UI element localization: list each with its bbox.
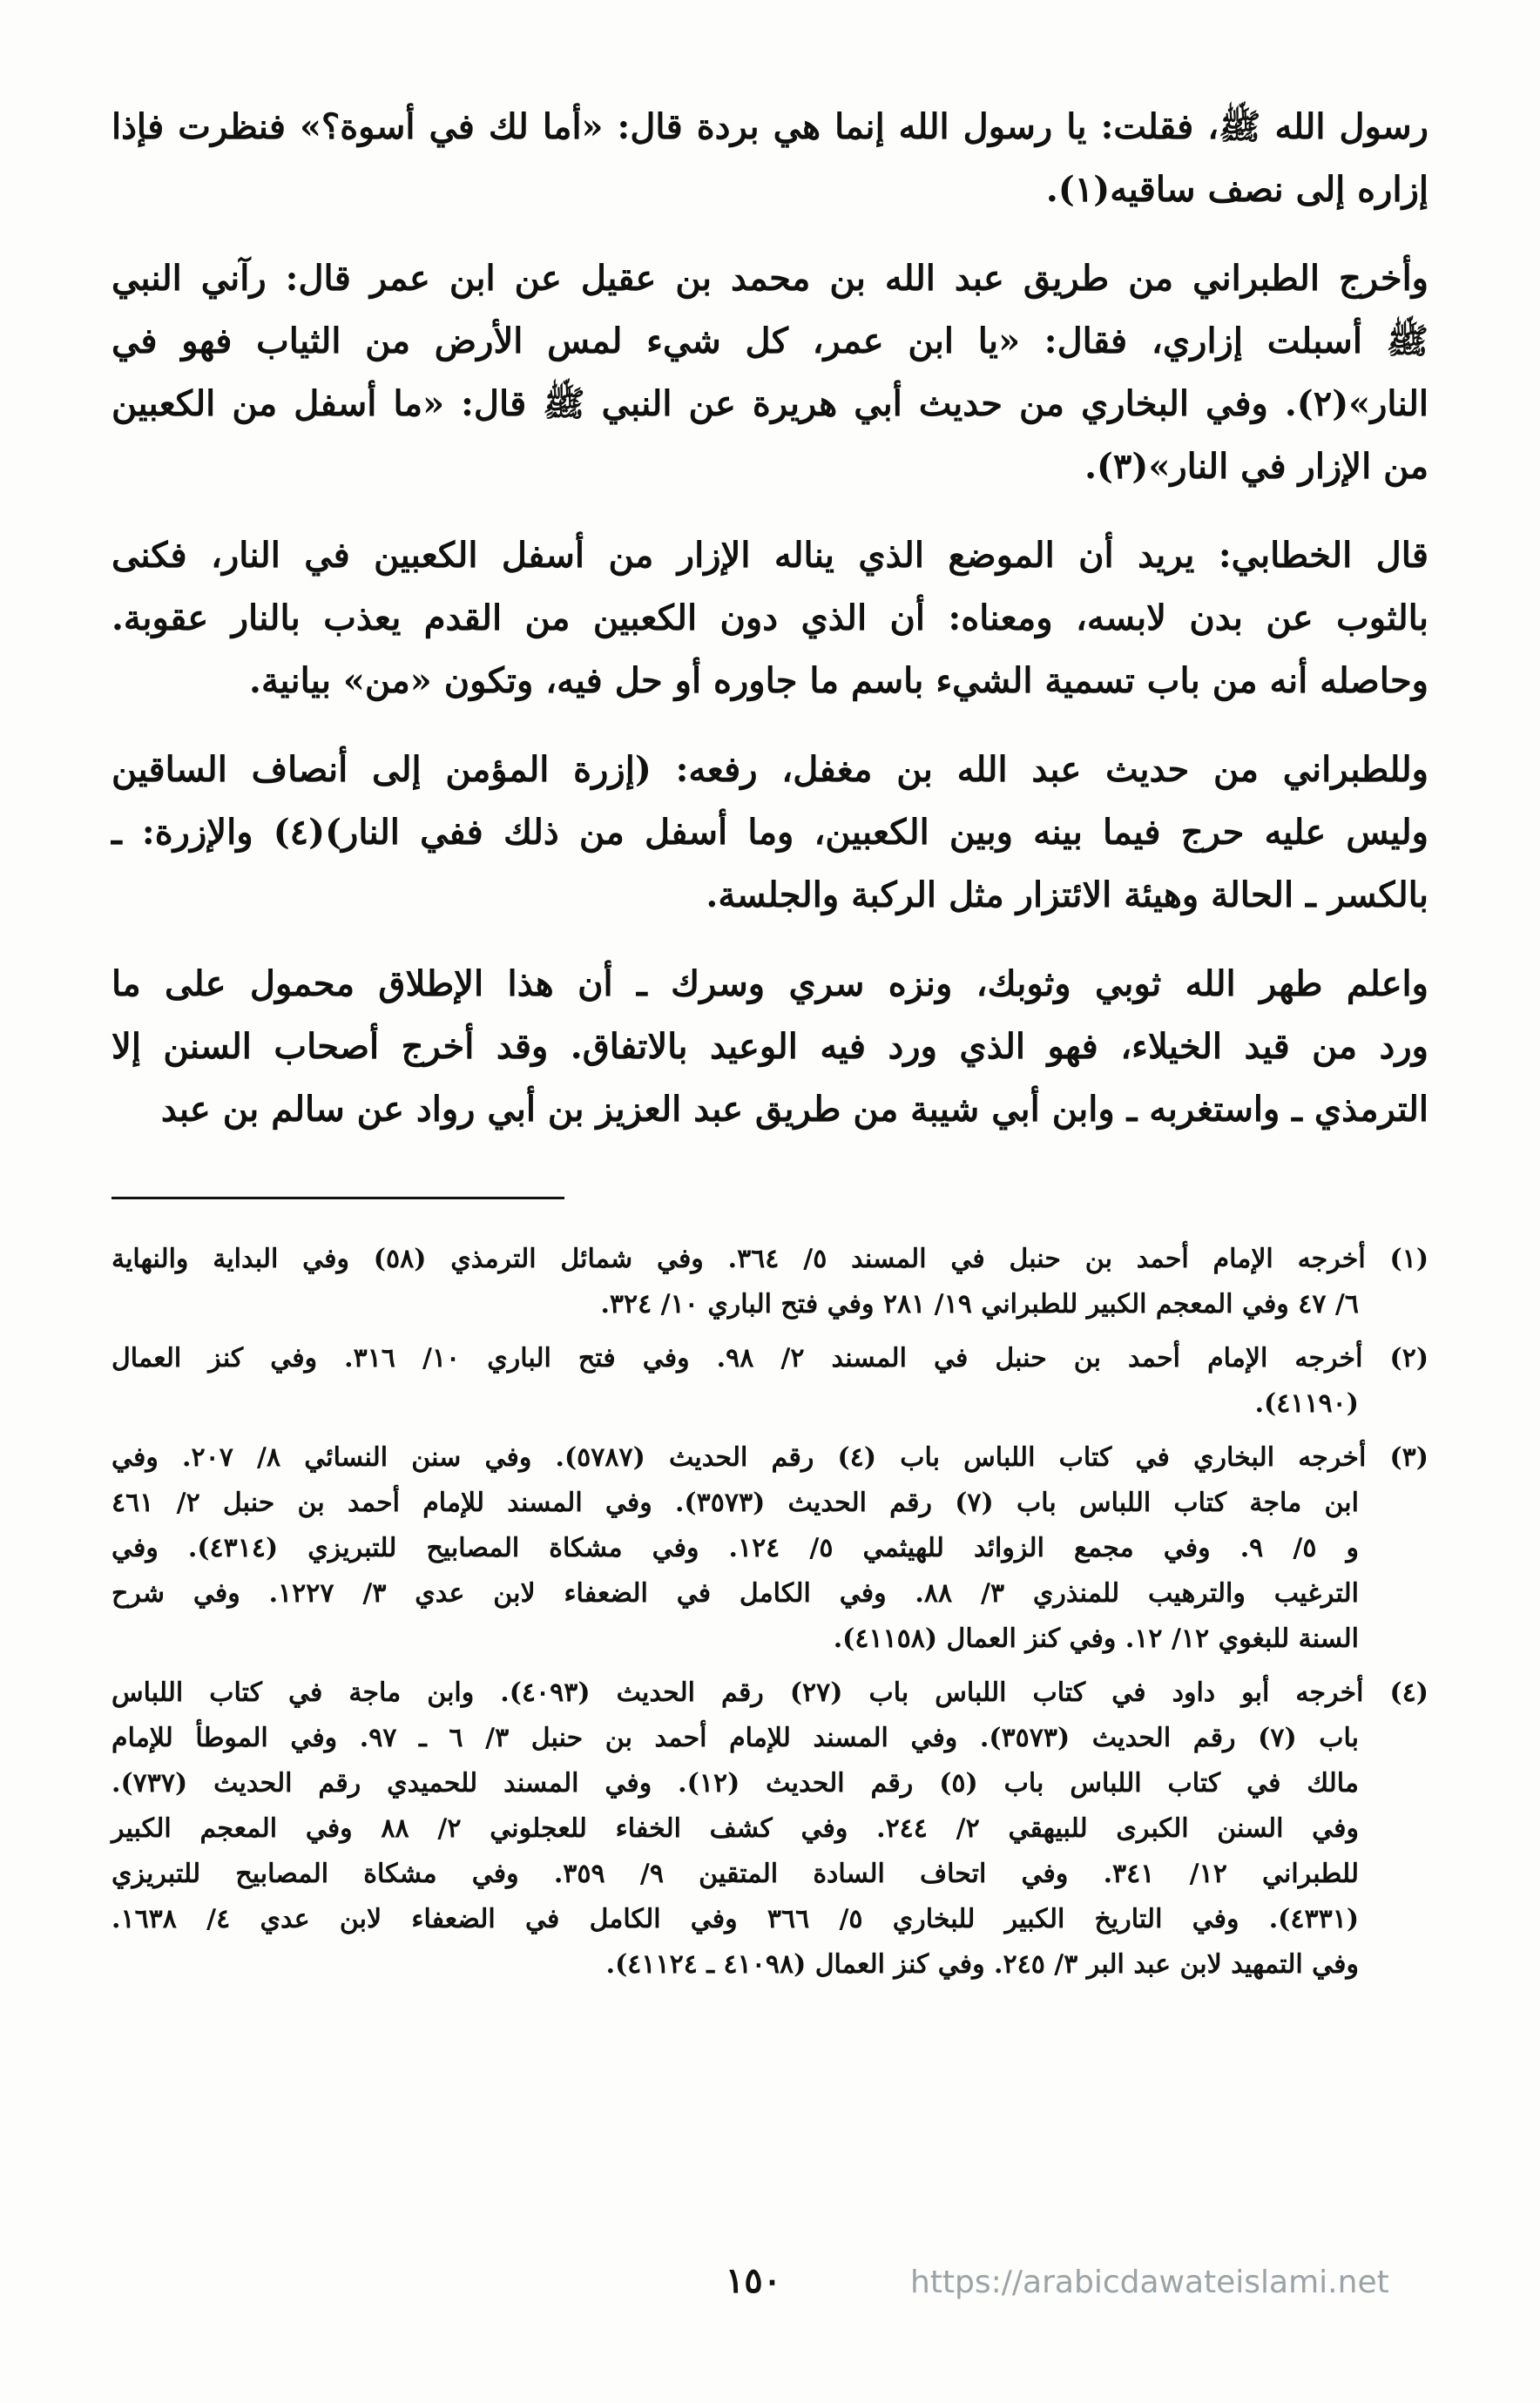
footnote-line: (١) أخرجه الإمام أحمد بن حنبل في المسند ٥/ ٣٦٤. وفي شمائل الترمذي (٥٨) وفي البداية والنهاية: [111, 1244, 1429, 1274]
footnote-line: وفي السنن الكبرى للبيهقي ٢/ ٢٤٤. وفي كشف الخفاء للعجلوني ٢/ ٨٨ وفي المعجم الكبير: [111, 1813, 1360, 1844]
text-line: قال الخطابي: يريد أن الموضع الذي يناله الإزار من أسفل الكعبين في النار، فكنى: [111, 535, 1429, 576]
text-line: وأخرج الطبراني من طريق عبد الله بن محمد بن عقيل عن ابن عمر قال: رآني النبي: [111, 258, 1429, 299]
text-line: إزاره إلى نصف ساقيه(١).: [1045, 169, 1429, 210]
text-line: وليس عليه حرج فيما بينه وبين الكعبين، وما أسفل من ذلك ففي النار)(٤) والإزرة: ـ: [111, 812, 1429, 853]
footnote: [111, 1435, 1429, 1662]
paragraph: [111, 247, 1429, 498]
footnote-line: ٦/ ٤٧ وفي المعجم الكبير للطبراني ١٩/ ٢٨١ وفي فتح الباري ١٠/ ٣٢٤.: [600, 1289, 1359, 1320]
text-line: ﷺ أسبلت إزاري، فقال: «يا ابن عمر، كل شيء لمس الأرض من الثياب فهو في: [111, 321, 1429, 361]
text-line: بالكسر ـ الحالة وهيئة الائتزار مثل الركبة والجلسة.: [706, 874, 1429, 915]
paragraph: [111, 739, 1429, 927]
text-line: النار»(٢). وفي البخاري من حديث أبي هريرة عن النبي ﷺ قال: «ما أسفل من الكعبين: [111, 383, 1429, 424]
footnote-line: للطبراني ١٢/ ٣٤١. وفي اتحاف السادة المتقين ٩/ ٣٥٩. وفي مشكاة المصابيح للتبريزي: [111, 1859, 1360, 1889]
page-number: ١٥٠: [725, 2260, 782, 2301]
paragraph: [111, 524, 1429, 712]
watermark-url: https://arabicdawateislami.net: [910, 2265, 1389, 2300]
text-line: رسول الله ﷺ، فقلت: يا رسول الله إنما هي بردة قال: «أما لك في أسوة؟» فنظرت فإذا: [111, 106, 1429, 147]
footnote-line: (٣) أخرجه البخاري في كتاب اللباس باب (٤) رقم الحديث (٥٧٨٧). وفي سنن النسائي ٨/ ٢٠٧. وفي: [111, 1442, 1429, 1473]
footnote-line: ابن ماجة كتاب اللباس باب (٧) رقم الحديث (٣٥٧٣). وفي المسند للإمام أحمد بن حنبل ٢/ ٤٦١: [111, 1488, 1359, 1518]
footnote-line: (٤١١٩٠).: [1254, 1388, 1359, 1419]
text-line: واعلم طهر الله ثوبي وثوبك، ونزه سري وسرك ـ أن هذا الإطلاق محمول على ما: [111, 963, 1429, 1004]
footnotes: [111, 1237, 1429, 1996]
text-line: وحاصله أنه من باب تسمية الشيء باسم ما جاوره أو حل فيه، وتكون «من» بيانية.: [249, 660, 1429, 701]
footnote: [111, 1336, 1429, 1427]
paragraph: [111, 96, 1429, 221]
footnote-line: (٤) أخرجه أبو داود في كتاب اللباس باب (٢٧) رقم الحديث (٤٠٩٣). وابن ماجة في كتاب اللباس: [111, 1677, 1429, 1708]
footnote-line: (٢) أخرجه الإمام أحمد بن حنبل في المسند ٢/ ٩٨. وفي فتح الباري ١٠/ ٣١٦. وفي كنز العمال: [111, 1343, 1429, 1374]
text-line: الترمذي ـ واستغربه ـ وابن أبي شيبة من طريق عبد العزيز بن أبي رواد عن سالم بن عبد: [160, 1089, 1429, 1130]
text-line: من الإزار في النار»(٣).: [1084, 446, 1429, 487]
footnote-line: و ٥/ ٩. وفي مجمع الزوائد للهيثمي ٥/ ١٢٤. وفي مشكاة المصابيح للتبريزي (٤٣١٤). وفي: [111, 1533, 1359, 1563]
footnote: [111, 1671, 1429, 1988]
footnote-line: وفي التمهيد لابن عبد البر ٣/ ٢٤٥. وفي كنز العمال (٤١٠٩٨ ـ ٤١١٢٤).: [605, 1949, 1359, 1980]
footnote-line: الترغيب والترهيب للمنذري ٣/ ٨٨. وفي الكامل في الضعفاء لابن عدي ٣/ ١٢٢٧. وفي شرح: [111, 1578, 1359, 1609]
footnote: [111, 1237, 1429, 1327]
paragraph: [111, 953, 1429, 1141]
text-line: ورد من قيد الخيلاء، فهو الذي ورد فيه الوعيد بالاتفاق. وقد أخرج أصحاب السنن إلا: [111, 1026, 1429, 1067]
footnote-divider: [111, 1197, 564, 1199]
text-line: وللطبراني من حديث عبد الله بن مغفل، رفعه: (إزرة المؤمن إلى أنصاف الساقين: [111, 749, 1429, 790]
footnote-line: مالك في كتاب اللباس باب (٥) رقم الحديث (١٢). وفي المسند للحميدي رقم الحديث (٧٣٧).: [111, 1768, 1360, 1799]
footnote-line: (٤٣٣١). وفي التاريخ الكبير للبخاري ٥/ ٣٦٦ وفي الكامل في الضعفاء لابن عدي ٤/ ١٦٣٨.: [111, 1904, 1360, 1934]
footnote-line: باب (٧) رقم الحديث (٣٥٧٣). وفي المسند للإمام أحمد بن حنبل ٣/ ٦ ـ ٩٧. وفي الموطأ للإمام: [111, 1723, 1359, 1753]
text-line: بالثوب عن بدن لابسه، ومعناه: أن الذي دون الكعبين من القدم يعذب بالنار عقوبة.: [111, 597, 1429, 638]
footnote-line: السنة للبغوي ١٢/ ١٢. وفي كنز العمال (٤١١٥٨).: [833, 1623, 1359, 1654]
main-text: [111, 96, 1429, 1167]
